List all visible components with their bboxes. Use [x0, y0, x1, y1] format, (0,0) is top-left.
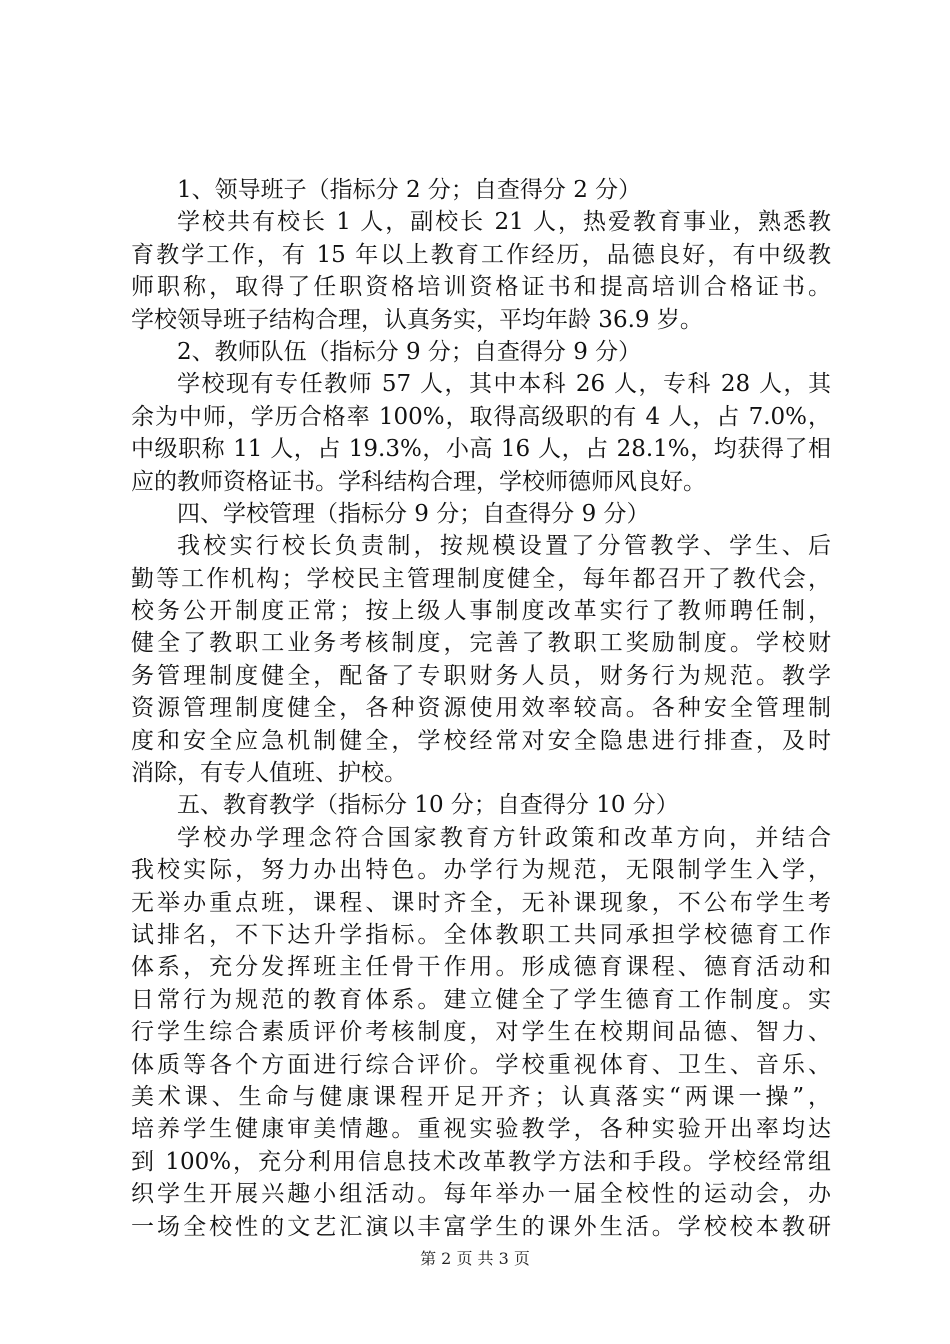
paragraph-line: 育教学工作，有 15 年以上教育工作经历，品德良好，有中级教 — [131, 241, 831, 268]
paragraph-line: 健全了教职工业务考核制度，完善了教职工奖励制度。学校财 — [131, 630, 831, 657]
paragraph-line: 美术课、生命与健康课程开足开齐；认真落实“两课一操”， — [131, 1083, 831, 1110]
page-number-footer: 第 2 页 共 3 页 — [420, 1249, 530, 1268]
paragraph-line: 度和安全应急机制健全，学校经常对安全隐患进行排查，及时 — [131, 727, 831, 754]
paragraph-line: 学校办学理念符合国家教育方针政策和改革方向，并结合 — [177, 824, 831, 851]
paragraph-line: 师职称，取得了任职资格培训资格证书和提高培训合格证书。 — [131, 274, 831, 301]
paragraph-line: 织学生开展兴趣小组活动。每年举办一届全校性的运动会，办 — [131, 1181, 831, 1208]
paragraph-line: 校务公开制度正常；按上级人事制度改革实行了教师聘任制， — [131, 598, 831, 625]
paragraph-line: 务管理制度健全，配备了专职财务人员，财务行为规范。教学 — [131, 662, 831, 689]
paragraph-line: 资源管理制度健全，各种资源使用效率较高。各种安全管理制 — [131, 695, 831, 722]
paragraph-line: 勤等工作机构；学校民主管理制度健全，每年都召开了教代会， — [131, 565, 831, 592]
section-heading: 四、学校管理（指标分 9 分；自查得分 9 分） — [177, 500, 650, 527]
paragraph-line: 余为中师，学历合格率 100%，取得高级职的有 4 人，占 7.0%， — [131, 403, 831, 430]
section-heading: 五、教育教学（指标分 10 分；自查得分 10 分） — [177, 792, 679, 819]
paragraph-line: 体质等各个方面进行综合评价。学校重视体育、卫生、音乐、 — [131, 1051, 831, 1078]
paragraph-line: 行学生综合素质评价考核制度，对学生在校期间品德、智力、 — [131, 1019, 831, 1046]
paragraph-line: 试排名，不下达升学指标。全体教职工共同承担学校德育工作 — [131, 921, 831, 948]
paragraph-line: 学校现有专任教师 57 人，其中本科 26 人，专科 28 人，其 — [177, 371, 831, 398]
paragraph-line: 日常行为规范的教育体系。建立健全了学生德育工作制度。实 — [131, 986, 831, 1013]
paragraph-line: 应的教师资格证书。学科结构合理，学校师德师风良好。 — [131, 468, 706, 495]
section-heading: 2、教师队伍（指标分 9 分；自查得分 9 分） — [177, 338, 642, 365]
document-body — [131, 174, 831, 1243]
section-heading: 1、领导班子（指标分 2 分；自查得分 2 分） — [177, 177, 642, 203]
paragraph-line: 消除，有专人值班、护校。 — [131, 760, 407, 787]
paragraph-line: 无举办重点班，课程、课时齐全，无补课现象，不公布学生考 — [131, 889, 831, 916]
paragraph-line: 学校共有校长 1 人，副校长 21 人，热爱教育事业，熟悉教 — [177, 209, 831, 236]
paragraph-line: 中级职称 11 人，占 19.3%，小高 16 人，占 28.1%，均获得了相 — [131, 436, 831, 463]
paragraph-line: 一场全校性的文艺汇演以丰富学生的课外生活。学校校本教研 — [131, 1213, 831, 1240]
paragraph-line: 到 100%，充分利用信息技术改革教学方法和手段。学校经常组 — [131, 1148, 831, 1175]
paragraph-line: 我校实际，努力办出特色。办学行为规范，无限制学生入学， — [131, 857, 831, 884]
paragraph-line: 培养学生健康审美情趣。重视实验教学，各种实验开出率均达 — [131, 1116, 831, 1143]
paragraph-line: 体系，充分发挥班主任骨干作用。形成德育课程、德育活动和 — [131, 954, 831, 981]
paragraph-line: 学校领导班子结构合理，认真务实，平均年龄 36.9 岁。 — [131, 306, 703, 333]
paragraph-line: 我校实行校长负责制，按规模设置了分管教学、学生、后 — [177, 533, 831, 560]
